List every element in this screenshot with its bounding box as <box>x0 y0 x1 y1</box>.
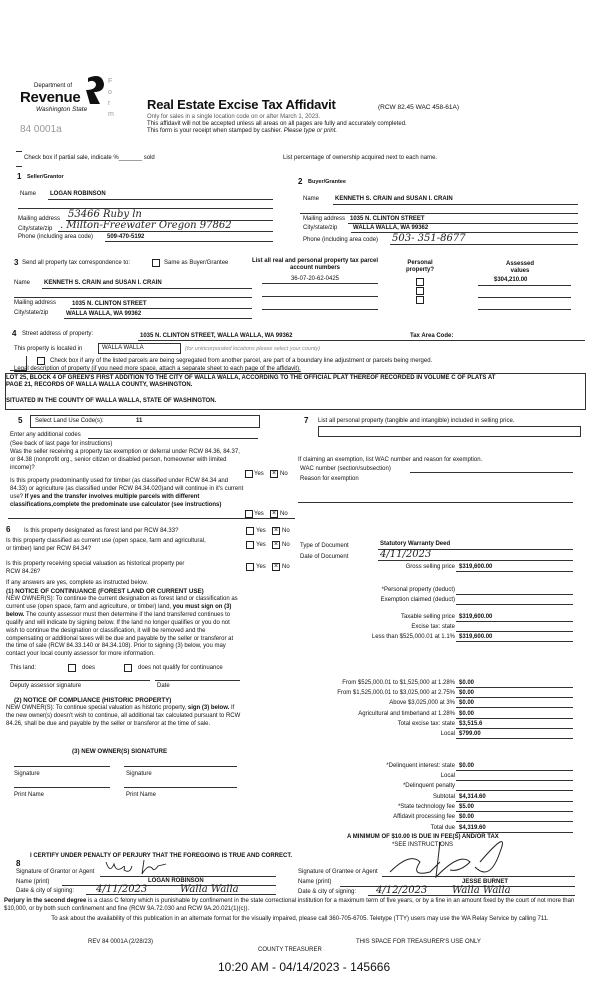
legal-line-1: LOT 25, BLOCK 4 OF GREEN'S FIRST ADDITION TO THE CITY OF WALLA WALLA, ACCORDING TO THE OFFICIAL PLAT THEREOF RECORDED IN VOLUME C OF PLATS AT <box>6 375 496 381</box>
doc-date-label: Date of Document <box>300 554 349 560</box>
buyer-mailing-label: Mailing address <box>303 216 346 222</box>
legal-description-field[interactable] <box>5 373 586 410</box>
perjury-notice <box>4 897 594 914</box>
underline <box>262 283 378 284</box>
no-label: No <box>282 528 290 534</box>
fin-value[interactable]: $319,600.00 <box>459 614 493 620</box>
underline <box>456 718 573 719</box>
notice2-b: If the new owner(s) doesn't wish to continue, all additional tax calculated pursuant to RCW 84.26, shall be due and payable by the seller or transferor at the time of sale. <box>6 705 241 727</box>
grantor-date-label: Date & city of signing: <box>16 888 75 894</box>
fin-label: *State technology fee <box>397 804 455 810</box>
fin-value[interactable]: $0.00 <box>459 680 475 686</box>
seller-heading: Seller/Grantor <box>27 174 64 180</box>
minimum-fee-note: A MINIMUM OF $10.00 IS DUE IN FEE(S) AND/OR TAX <box>347 834 499 840</box>
parcels-header: List all real and personal property tax parcel account numbers <box>251 258 379 271</box>
location-select[interactable]: WALLA WALLA <box>98 343 181 354</box>
header-note-1: Only for sales in a single location code on or after March 1, 2023. <box>147 114 321 120</box>
additional-codes-label: Enter any additional codes <box>10 432 81 438</box>
land-use-label: Select Land Use Code(s): <box>35 418 104 424</box>
section-number: 2 <box>298 177 303 186</box>
underline <box>456 801 573 802</box>
underline <box>300 213 578 214</box>
notice-compliance-title: (2) NOTICE OF COMPLIANCE (HISTORIC PROPERTY) <box>14 697 172 704</box>
certification-statement: I CERTIFY UNDER PENALTY OF PERJURY THAT THE FOREGOING IS TRUE AND CORRECT. <box>30 853 293 859</box>
print-name-label: Print Name <box>126 792 157 798</box>
treasurer-space-label: THIS SPACE FOR TREASURER'S USE ONLY <box>356 939 481 945</box>
note-3-italic: Please type or print. <box>283 128 338 134</box>
header-note-3 <box>147 128 337 135</box>
header-note-2: This affidavit will not be accepted unless all areas on all pages are fully and accurately completed. <box>147 121 407 127</box>
signature-label: Signature <box>126 771 152 777</box>
underline <box>105 241 273 242</box>
print-name-line[interactable] <box>14 787 110 788</box>
corr-name[interactable]: KENNETH S. CRAIN and SUSAN I. CRAIN <box>44 280 162 286</box>
note-3-text: This form is your receipt when stamped by cashier. <box>147 128 283 134</box>
does-not-qualify-checkbox[interactable] <box>124 664 132 672</box>
seller-city[interactable]: . Milton-Freewater Oregon 97862 <box>60 220 232 231</box>
buyer-phone-label: Phone (including area code) <box>303 237 379 243</box>
buyer-name-label: Name <box>303 196 320 202</box>
forest-question: Is this property designated as forest land per RCW 84.33? <box>24 528 179 534</box>
no-label: No <box>282 542 290 548</box>
grantee-signature-label: Signature of Grantee or Agent <box>298 869 378 875</box>
same-as-buyer-checkbox[interactable] <box>152 259 160 267</box>
personal-property-header: Personal property? <box>405 260 434 273</box>
underline <box>18 208 273 209</box>
grantee-date-label: Date & city of signing: <box>298 889 357 895</box>
fin-value[interactable]: $3,515.6 <box>459 721 483 727</box>
doc-type-label: Type of Document <box>300 543 349 549</box>
ownership-note: List percentage of ownership acquired next to each name. <box>283 155 438 161</box>
fin-value[interactable]: $0.00 <box>459 711 475 717</box>
exemption-yes-checkbox[interactable] <box>245 470 253 478</box>
notice-continuance-title: (1) NOTICE OF CONTINUANCE (FOREST LAND OR CURRENT USE) <box>6 588 204 595</box>
fin-label: Total due <box>430 825 455 831</box>
underline <box>456 821 573 822</box>
underline <box>456 621 573 622</box>
seller-name-label: Name <box>20 191 37 197</box>
form-word: Form <box>108 78 114 118</box>
treasurer-stamp: 10:20 AM - 04/14/2023 - 145666 <box>218 960 391 974</box>
underline <box>456 811 573 812</box>
underline <box>456 594 573 595</box>
does-label: does <box>82 665 96 671</box>
underline <box>456 790 573 791</box>
does-not-label: does not qualify for continuance <box>138 665 223 671</box>
section-number: 3 <box>14 258 19 267</box>
street-label: Street address of property: <box>22 331 94 337</box>
notice2-bold: sign (3) below. <box>187 705 230 711</box>
partial-sale-label: Check box if partial sale, indicate %_______ sold <box>24 155 155 161</box>
yes-label: Yes <box>256 542 266 548</box>
fin-value[interactable]: $0.00 <box>459 763 475 769</box>
underline <box>456 770 573 771</box>
grantor-name[interactable]: LOGAN ROBINSON <box>148 878 204 884</box>
fin-value[interactable]: $4,314.60 <box>459 794 486 800</box>
underline <box>456 631 573 632</box>
underline <box>456 641 573 642</box>
underline <box>42 288 252 289</box>
exemption-claim-label: If claiming an exemption, list WAC number and reason for exemption. <box>298 457 483 463</box>
signature-line[interactable] <box>14 766 110 767</box>
yes-label: Yes <box>254 511 264 517</box>
agency-line: Department of <box>34 83 73 89</box>
fin-label: *Delinquent penalty <box>402 783 455 789</box>
section-number: 6 <box>6 525 11 534</box>
land-use-select[interactable] <box>30 415 260 428</box>
county-treasurer-label: COUNTY TREASURER <box>258 947 322 953</box>
underline <box>382 876 575 877</box>
fin-value[interactable]: $0.00 <box>459 690 475 696</box>
print-name-label: Print Name <box>14 792 45 798</box>
grantee-name-label: Name (print) <box>298 879 332 885</box>
fin-label: From $525,000.01 to $1,525,000 at 1.28% <box>342 680 455 686</box>
fin-label: Exemption claimed (deduct) <box>380 597 455 603</box>
does-qualify-checkbox[interactable] <box>68 664 76 672</box>
partial-sale-checkbox[interactable] <box>16 151 22 167</box>
corr-city-label: City/state/zip <box>14 310 49 316</box>
underline <box>456 728 573 729</box>
seller-mailing-label: Mailing address <box>18 216 61 222</box>
seller-phone-label: Phone (including area code) <box>18 234 94 240</box>
no-label: No <box>280 471 288 477</box>
reason-label: Reason for exemption <box>300 476 359 482</box>
timber-question-bold: If yes and the transfer involves multiple parcels with different classifications,complete the predominate use calculator (see instructions) <box>10 493 222 508</box>
wac-input[interactable] <box>410 472 573 473</box>
underline <box>70 308 252 309</box>
timber-question <box>10 478 245 510</box>
underline <box>62 885 276 886</box>
tax-area-label: Tax Area Code: <box>410 333 454 339</box>
underline <box>14 297 252 298</box>
accessibility-notice: To ask about the availability of this publication in an alternate format for the visually impaired, please call 360-705-6705. Teletype (TTY) users may use the WA Relay Service by calling 711. <box>51 916 549 922</box>
if-yes-note: If any answers are yes, complete as instructed below. <box>6 580 149 586</box>
buyer-mailing[interactable]: 1035 N. CLINTON STREET <box>350 216 425 222</box>
exemption-no-checkbox[interactable]: × <box>271 470 277 477</box>
underline <box>456 571 573 572</box>
doc-type[interactable]: Statutory Warranty Deed <box>380 541 451 547</box>
underline <box>48 199 273 200</box>
fin-label: Local <box>440 731 455 737</box>
statute-ref: (RCW 82.45 WAC 458-61A) <box>378 104 460 111</box>
buyer-city-label: City/state/zip <box>303 225 338 231</box>
legal-line-2: PAGE 21, RECORDS OF WALLA WALLA COUNTY, WASHINGTON. <box>6 382 193 388</box>
underline <box>58 231 273 232</box>
legal-line-3: SITUATED IN THE COUNTY OF WALLA WALLA, STATE OF WASHINGTON. <box>6 398 217 404</box>
forest-no-checkbox[interactable]: × <box>273 527 279 534</box>
section-number: 4 <box>12 329 17 338</box>
personal-property-input[interactable] <box>318 426 581 437</box>
underline <box>456 697 573 698</box>
fin-value[interactable]: $5.00 <box>459 804 475 810</box>
form-number: 84 0001a <box>20 124 62 135</box>
same-as-buyer-label: Same as Buyer/Grantee <box>164 260 229 266</box>
fin-value[interactable]: $0.00 <box>459 814 475 820</box>
underline <box>86 894 276 895</box>
fin-label: *Personal property (deduct) <box>381 587 455 593</box>
personal-property-checkbox[interactable] <box>416 287 424 295</box>
historic-question: Is this property receiving special valuation as historical property per RCW 84.26? <box>6 561 185 575</box>
current-use-no-checkbox[interactable]: × <box>273 541 279 548</box>
grantor-date[interactable]: 4/11/2023 <box>96 884 148 895</box>
additional-codes-input[interactable] <box>88 438 258 439</box>
underline <box>456 780 573 781</box>
deputy-signature-line[interactable] <box>10 680 150 681</box>
grantee-name[interactable]: JESSE BURNET <box>462 879 509 885</box>
section-number: 1 <box>17 172 22 181</box>
corr-mailing[interactable]: 1035 N. CLINTON STREET <box>72 301 147 307</box>
underline <box>368 895 575 896</box>
seller-city-label: City/state/zip <box>18 226 53 232</box>
underline <box>456 707 573 708</box>
segregated-checkbox[interactable] <box>37 357 45 365</box>
dor-logo-icon <box>84 74 106 109</box>
assessed-header: Assessed values <box>505 261 535 274</box>
underline <box>456 604 573 605</box>
fin-value[interactable]: $319,600.00 <box>459 634 493 640</box>
grantor-name-label: Name (print) <box>16 879 50 885</box>
correspondence-label: Send all property tax correspondence to: <box>22 260 131 266</box>
personal-property-list-label: List all personal property (tangible and intangible) included in selling price. <box>318 418 515 424</box>
buyer-heading: Buyer/Grantee <box>308 179 346 185</box>
fin-value[interactable]: $319,600.00 <box>459 564 493 570</box>
wac-label: WAC number (section/subsection) <box>300 466 391 472</box>
underline <box>478 309 571 310</box>
underline <box>333 204 578 205</box>
fin-label: From $1,525,000.01 to $3,025,000 at 2.75% <box>337 690 455 696</box>
current-use-question: Is this property classified as current use (open space, farm and agricultural, or timber) land per RCW 84.34? <box>6 538 206 552</box>
parcel-number[interactable]: 36-07-20-62-0425 <box>290 276 340 282</box>
underline <box>138 340 585 341</box>
notice1-b: The county assessor must then determine if the land transferred continues to qualify and will indicate by signing below. If the land no longer qualifies or you do not wish to continue the designation or classification, it will be removed and the compensating or additional taxes will be due and payable by the seller or transferor at the time of sale (RCW 84.33.140 or 84.34.108). Prior to signing (3) below, you may contact your local county assessor for more information. <box>6 611 234 658</box>
yes-label: Yes <box>256 564 266 570</box>
underline <box>478 285 571 286</box>
underline <box>378 560 573 561</box>
yes-label: Yes <box>256 528 266 534</box>
notice2-a: NEW OWNER(S): To continue special valuation as historic property, <box>6 705 187 711</box>
corr-mailing-label: Mailing address <box>14 300 57 306</box>
underline <box>390 244 578 245</box>
assessed-value[interactable]: $304,210.00 <box>494 277 528 283</box>
deputy-signature-label: Deputy assessor signature <box>10 683 82 689</box>
fin-label: Total excise tax: state <box>397 721 455 727</box>
no-label: No <box>280 511 288 517</box>
fin-value[interactable]: $0.00 <box>459 700 475 706</box>
this-land-label: This land: <box>10 665 37 671</box>
underline <box>348 223 578 224</box>
divider <box>8 518 295 519</box>
doc-date[interactable]: 4/11/2023 <box>380 549 432 560</box>
timber-question-text: Is this property predominantly used for timber (as classified under RCW 84.34 and 84.33) or agriculture (as classified under RCW 84.34.020)and will continue in it's current use? <box>10 478 244 500</box>
legal-description-label: Legal description of property (if you need more space, attach a separate sheet to each page of the affidavit). <box>14 366 301 372</box>
current-use-yes-checkbox[interactable] <box>246 541 254 549</box>
timber-yes-checkbox[interactable] <box>245 510 253 518</box>
seller-name[interactable]: LOGAN ROBINSON <box>50 191 106 197</box>
land-use-code: 11 <box>136 418 143 424</box>
underline <box>478 297 571 298</box>
grantee-date[interactable]: 4/12/2023 <box>376 885 428 896</box>
exemption-question: Was the seller receiving a property tax exemption or deferral under RCW 84.36, 84.37, or 84.38 (nonprofit org., senior citizen or disabled person, homeowner with limited income)? <box>10 449 240 471</box>
underline <box>262 296 378 297</box>
underline <box>456 687 573 688</box>
fin-label: Taxable selling price <box>400 614 455 620</box>
underline <box>64 318 252 319</box>
buyer-phone[interactable]: 503- 351-8677 <box>392 233 466 244</box>
grantor-signature-label: Signature of Grantor or Agent <box>16 869 95 875</box>
see-instructions-note: *SEE INSTRUCTIONS <box>392 842 454 848</box>
signature-label: Signature <box>14 771 40 777</box>
revision-number: REV 84 0001A (2/28/23) <box>88 939 154 945</box>
forest-yes-checkbox[interactable] <box>246 527 254 535</box>
section-number: 8 <box>16 859 21 868</box>
agency-state: Washington State <box>36 106 88 113</box>
fin-label: Subtotal <box>432 794 455 800</box>
underline <box>262 309 378 310</box>
fin-value[interactable]: $4,319.60 <box>459 825 486 831</box>
form-title: Real Estate Excise Tax Affidavit <box>147 97 336 112</box>
personal-property-checkbox[interactable] <box>416 278 424 286</box>
perjury-bold: Perjury in the second degree <box>4 898 87 904</box>
timber-no-checkbox[interactable]: × <box>271 510 277 517</box>
seller-phone[interactable]: 509-470-5192 <box>107 234 145 240</box>
yes-label: Yes <box>254 471 264 477</box>
corr-name-label: Name <box>14 280 31 286</box>
fin-label: Gross selling price <box>405 564 455 570</box>
section-number: 5 <box>18 416 23 425</box>
personal-property-checkbox[interactable] <box>416 296 424 304</box>
underline <box>100 876 276 877</box>
fin-label: Excise tax: state <box>411 624 455 630</box>
fin-label: Affidavit processing fee <box>393 814 455 820</box>
fin-label: Above $3,025,000 at 3% <box>389 700 455 706</box>
buyer-name[interactable]: KENNETH S. CRAIN and SUSAN I. CRAIN <box>335 196 453 202</box>
instructions-note: (See back of last page for instructions) <box>10 441 113 447</box>
fin-label: *Delinquent interest: state <box>386 763 455 769</box>
notice1-bold: you must sign on (3) below. <box>6 603 232 618</box>
segregated-label: Check box if any of the listed parcels are being segregated from another parcel, are part of a boundary line adjustment or parcels being merged. <box>50 358 433 364</box>
grantor-city[interactable]: Walla Walla <box>180 884 239 895</box>
section-number: 7 <box>304 416 309 425</box>
reason-input[interactable] <box>298 502 573 503</box>
buyer-city[interactable]: WALLA WALLA, WA 99362 <box>353 225 429 231</box>
property-street[interactable]: 1035 N. CLINTON STREET, WALLA WALLA, WA 99362 <box>140 333 293 339</box>
notice1-a: NEW OWNER(S): To continue the current designation as forest land or classification as current use (open space, farm and agriculture, or timber) land, <box>6 596 238 610</box>
grantee-city[interactable]: Walla Walla <box>452 885 511 896</box>
fin-value[interactable]: $799.00 <box>459 731 481 737</box>
fin-label: Local <box>440 773 455 779</box>
fin-label: Agricultural and timberland at 1.28% <box>358 711 455 717</box>
date-label: Date <box>157 683 170 689</box>
underline <box>456 738 573 739</box>
agency-name: Revenue <box>20 89 81 106</box>
seller-mailing[interactable]: 53466 Ruby ln <box>68 209 142 220</box>
location-hint: (for unincorporated locations please select your county) <box>185 346 321 352</box>
corr-city[interactable]: WALLA WALLA, WA 99362 <box>66 311 142 317</box>
no-label: No <box>282 564 290 570</box>
fin-label: Less than $525,000.01 at 1.1% <box>371 634 455 640</box>
new-owner-signature-title: (3) NEW OWNER(S) SIGNATURE <box>72 748 168 755</box>
located-label: This property is located in <box>14 346 83 352</box>
historic-no-checkbox[interactable]: × <box>273 563 279 570</box>
perjury-text: is a class C felony which is punishable by confinement in the state correctional institution for a maximum term of five years, or by a fine in an amount fixed by the court of not more than $10,000, or by both such confinement and fine (RCW 9A.72.030 and RCW 9A.20.021(1)(c)). <box>4 898 575 913</box>
